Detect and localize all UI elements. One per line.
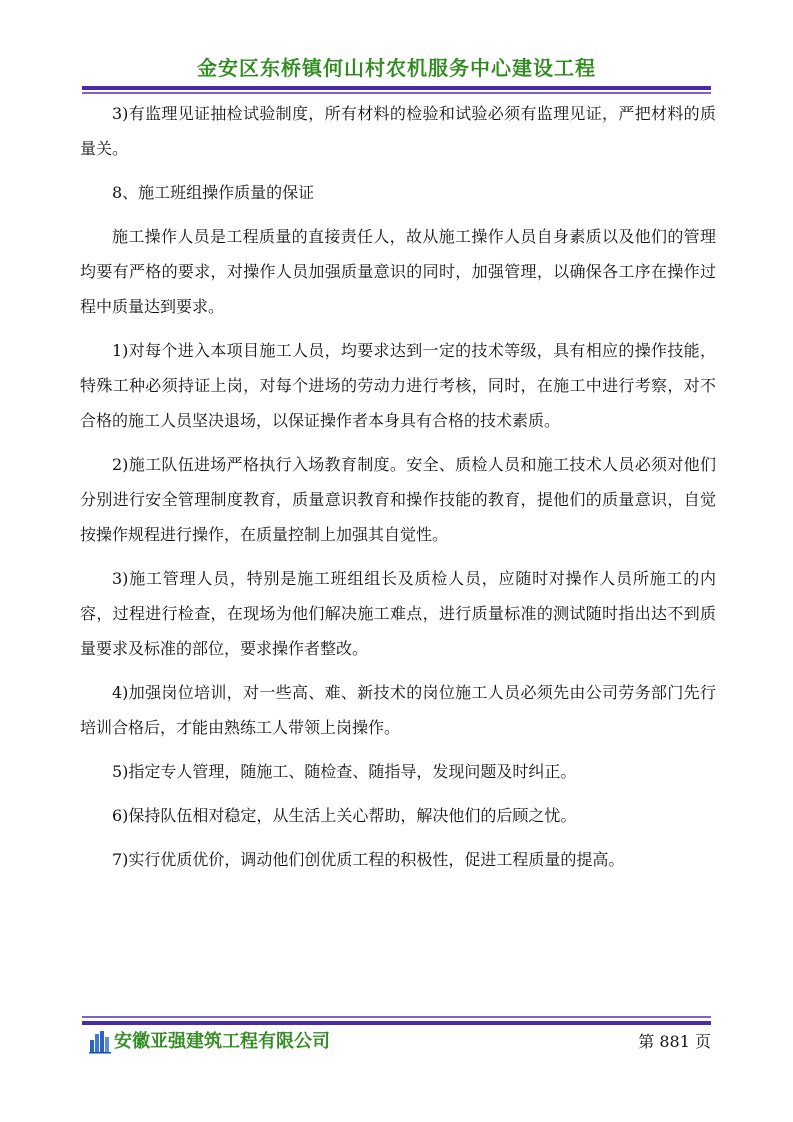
page-header-title: 金安区东桥镇何山村农机服务中心建设工程 (197, 56, 596, 80)
paragraph-item-7: 7)实行优质优价，调动他们创优质工程的积极性，促进工程质量的提高。 (112, 850, 625, 869)
footer-company-name: 安徽亚强建筑工程有限公司 (114, 1031, 330, 1052)
section-heading-team-quality: 8、施工班组操作质量的保证 (112, 183, 315, 202)
paragraph-item-5: 5)指定专人管理，随施工、随检查、随指导，发现问题及时纠正。 (112, 762, 577, 781)
paragraph-item-3: 3)施工管理人员，特别是施工班组组长及质检人员，应随时对操作人员所施工的内容，过程进行检查，在现场为他们解决施工难点，进行质量标准的测试随时指出达不到质量要求及标准的部位，要求操作者整改。 (80, 569, 716, 658)
footer-rule-thin (82, 1016, 711, 1018)
paragraph-item-4: 4)加强岗位培训，对一些高、难、新技术的岗位施工人员必须先由公司劳务部门先行培训合格后，才能由熟练工人带领上岗操作。 (80, 683, 716, 737)
paragraph-supervision-testing: 3)有监理见证抽检试验制度，所有材料的检验和试验必须有监理见证，严把材料的质量关。 (80, 104, 716, 158)
paragraph-item-6: 6)保持队伍相对稳定，从生活上关心帮助，解决他们的后顾之忧。 (112, 806, 577, 825)
header-rule-thick (82, 86, 711, 90)
paragraph-item-2: 2)施工队伍进场严格执行入场教育制度。安全、质检人员和施工技术人员必须对他们分别进行安全管理制度教育，质量意识教育和操作技能的教育，提他们的质量意识，自觉按操作规程进行操作，在质量控制上加强其自觉性。 (80, 455, 716, 544)
footer-rule-thick (82, 1021, 711, 1025)
paragraph-operator-responsibility: 施工操作人员是工程质量的直接责任人，故从施工操作人员自身素质以及他们的管理均要有严格的要求，对操作人员加强质量意识的同时，加强管理，以确保各工序在操作过程中质量达到要求。 (80, 227, 716, 316)
header-rule-thin (82, 92, 711, 94)
footer-page-number: 第 881 页 (638, 1032, 711, 1051)
document-body (80, 96, 716, 886)
paragraph-item-1: 1)对每个进入本项目施工人员，均要求达到一定的技术等级，具有相应的操作技能，特殊工种必须持证上岗，对每个进场的劳动力进行考核，同时，在施工中进行考察，对不合格的施工人员坚决退场，以保证操作者本身具有合格的技术素质。 (80, 341, 716, 430)
building-logo-icon (88, 1030, 112, 1054)
